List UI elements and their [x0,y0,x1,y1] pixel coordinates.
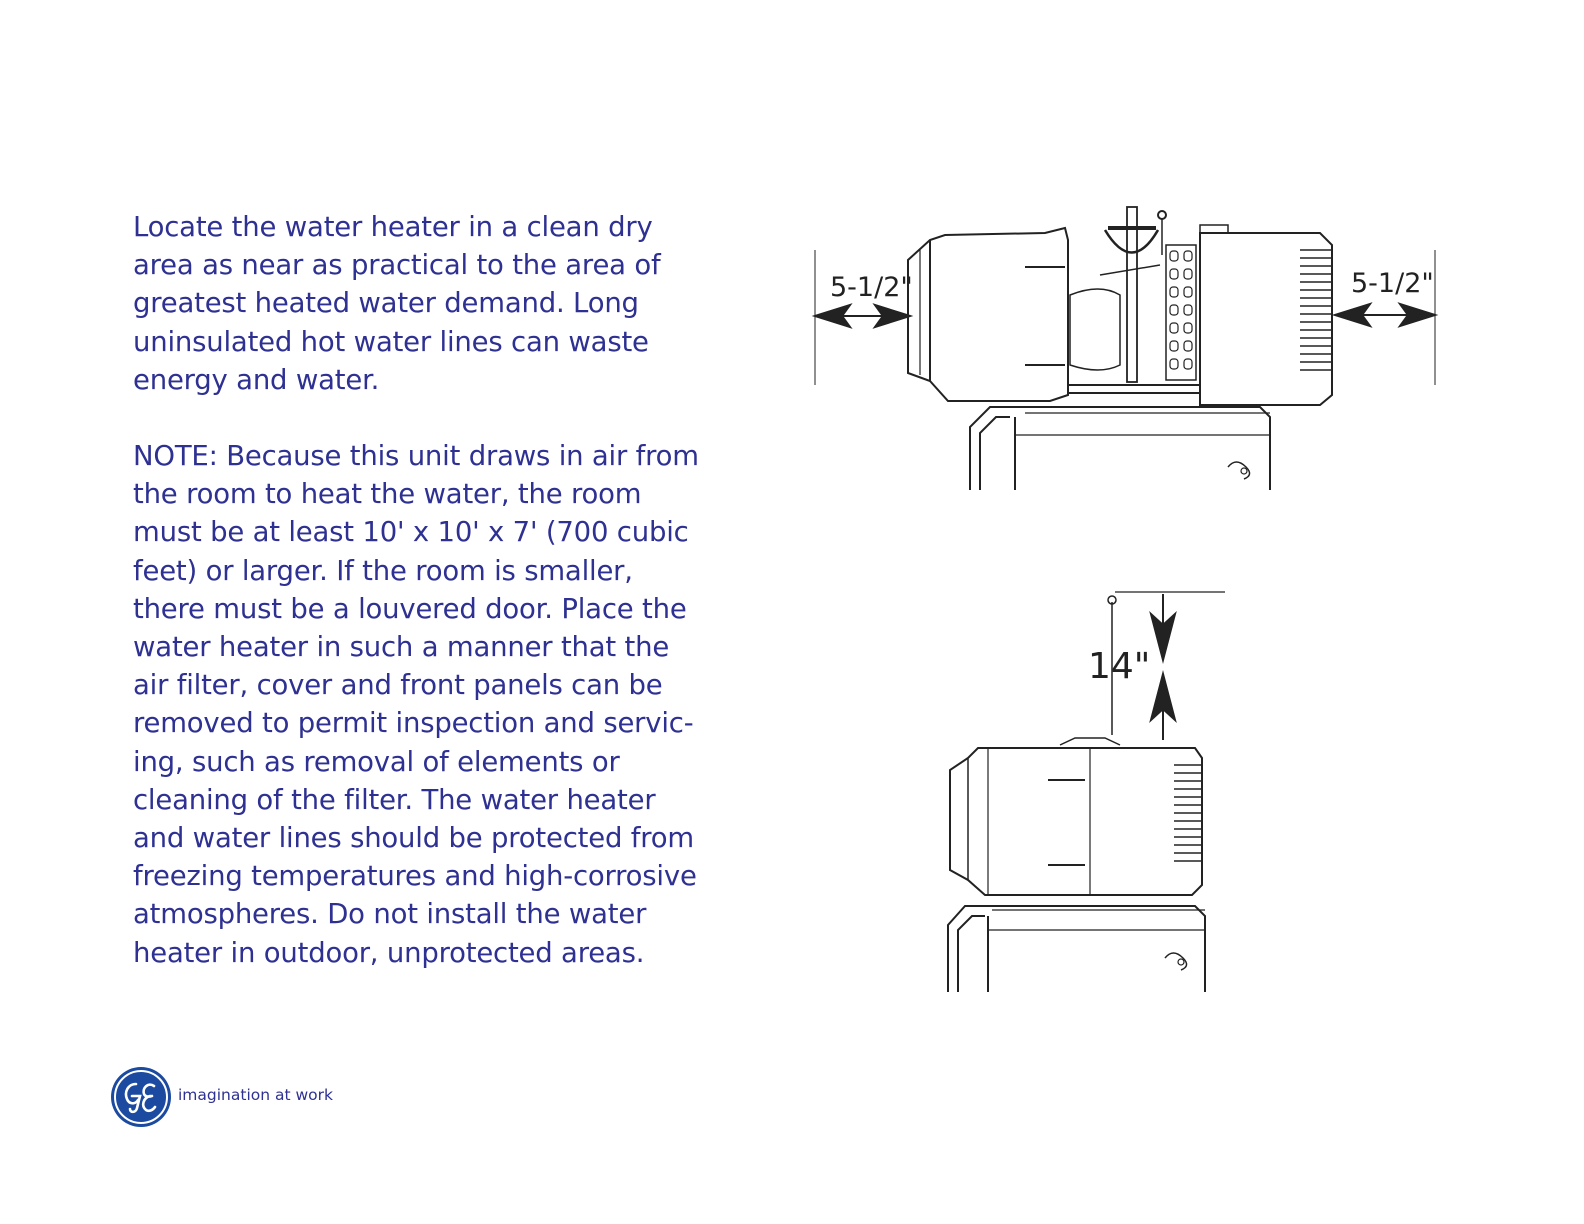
text-line: feet) or larger. If the room is smaller, [133,554,633,587]
text-line: the room to heat the water, the room [133,478,642,511]
footer-tagline: imagination at work [178,1086,333,1104]
text-line: cleaning of the filter. The water heater [133,783,656,816]
text-line: atmospheres. Do not install the water [133,898,647,931]
water-heater-top-view [948,596,1205,992]
right-clearance-arrow [1335,304,1435,326]
text-line: NOTE: Because this unit draws in air from [133,440,699,473]
instruction-text [133,208,733,972]
left-clearance-label: 5-1/2" [830,272,913,303]
text-line: Locate the water heater in a clean dry [133,211,653,243]
text-line: energy and water. [133,363,380,396]
left-clearance-arrow [815,305,910,327]
ge-logo-icon [110,1066,172,1128]
top-clearance-diagram [930,580,1240,1000]
text-line: must be at least 10' x 10' x 7' (700 cubic [133,516,689,549]
top-clearance-arrow [1151,594,1175,740]
water-heater-side-view [908,207,1332,490]
text-line: heater in outdoor, unprotected areas. [133,936,645,969]
side-clearance-diagram [800,195,1450,495]
text-line: freezing temperatures and high-corrosive [133,860,697,893]
text-line: and water lines should be protected from [133,822,694,855]
text-line: area as near as practical to the area of [133,249,661,282]
text-line: removed to permit inspection and servic- [133,707,694,740]
text-line: air filter, cover and front panels can be [133,669,663,702]
text-line: uninsulated hot water lines can waste [133,325,649,358]
text-line: water heater in such a manner that the [133,631,670,664]
text-line: ing, such as removal of elements or [133,745,620,778]
top-clearance-label: 14" [1088,646,1151,687]
text-line: there must be a louvered door. Place the [133,592,687,625]
text-line: greatest heated water demand. Long [133,287,639,320]
right-clearance-label: 5-1/2" [1351,268,1434,299]
